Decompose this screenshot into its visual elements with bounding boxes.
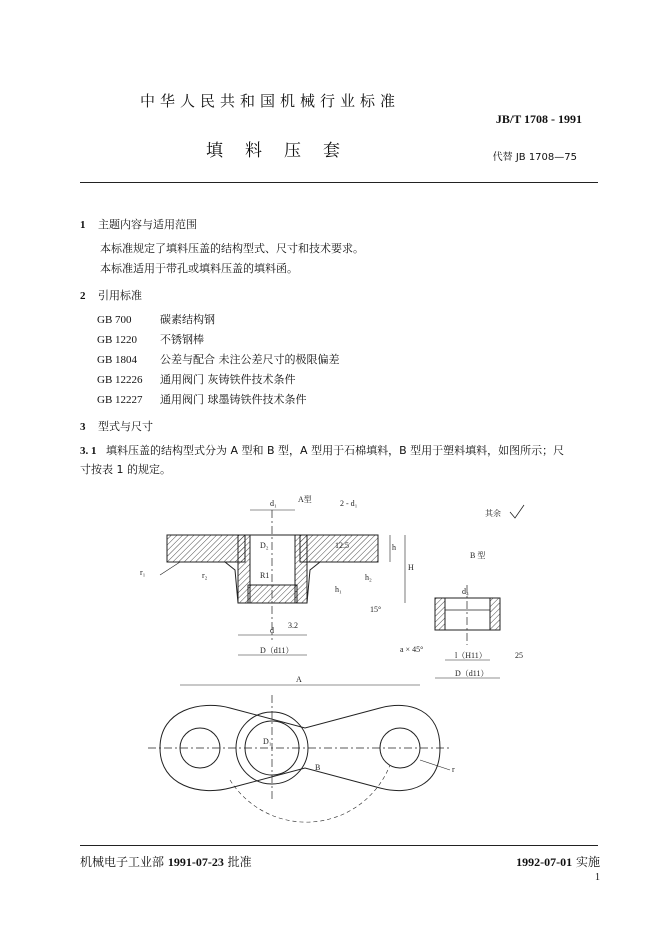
reference-code: GB 12227 <box>97 394 143 406</box>
section-2-number: 2 <box>80 290 86 302</box>
implementation-info <box>516 853 600 870</box>
label-2-d1: 2 - d₁ <box>340 499 358 508</box>
B-arc <box>230 765 390 822</box>
type-b-left-section <box>435 598 445 630</box>
reference-code: GB 1804 <box>97 354 138 366</box>
r1-leader <box>160 562 180 575</box>
page-number: 1 <box>595 872 600 883</box>
section-3-1-line-2: 寸按表 1 的规定。 <box>80 463 171 476</box>
reference-code: GB 700 <box>97 314 132 326</box>
approver: 机械电子工业部 <box>80 855 165 869</box>
reference-item <box>97 310 340 330</box>
type-a-section-view <box>160 510 405 655</box>
implementation-word: 实施 <box>575 855 600 869</box>
section-3-1-line-1 <box>80 442 564 460</box>
label-type-a: A型 <box>298 495 312 504</box>
section-3-1-number: 3. 1 <box>80 445 97 457</box>
section-3-1-text: 填料压盖的结构型式分为 A 型和 B 型，A 型用于石棉填料，B 型用于塑料填料，如图所示；尺 <box>106 444 565 457</box>
reference-item <box>97 330 340 350</box>
section-2-title: 引用标准 <box>98 289 142 302</box>
section-1-title: 主题内容与适用范围 <box>98 218 197 231</box>
standard-code: JB/T 1708 - 1991 <box>495 112 582 126</box>
replaces-note: 代替 JB 1708—75 <box>492 152 577 163</box>
label-rest: 其余 <box>485 509 501 518</box>
approve-word: 批准 <box>227 855 252 869</box>
reference-name: 公差与配合 未注公差尺寸的极限偏差 <box>160 353 340 366</box>
approve-date: 1991-07-23 <box>167 855 224 869</box>
reference-name: 通用阀门 灰铸铁件技术条件 <box>160 373 296 386</box>
label-H: H <box>408 563 414 572</box>
label-D1: D₁ <box>263 737 272 746</box>
reference-item <box>97 370 340 390</box>
reference-item <box>97 350 340 370</box>
reference-name: 不锈钢棒 <box>160 333 204 346</box>
type-b-section-view <box>435 585 500 678</box>
label-chamfer: a × 45° <box>400 645 424 654</box>
label-h2: h₂ <box>365 573 372 582</box>
gland-drawing <box>120 490 620 830</box>
section-1-number: 1 <box>80 219 86 231</box>
section-1-paragraph-2: 本标准适用于带孔或填料压盖的填料函。 <box>100 262 298 275</box>
footer-divider <box>80 845 598 846</box>
r-leader <box>420 760 450 770</box>
label-A: A <box>296 675 302 684</box>
approval-info <box>80 853 252 870</box>
label-finish-12-5: 12.5 <box>335 541 349 550</box>
section-1-heading <box>80 216 197 232</box>
label-D: D（d11） <box>260 646 294 655</box>
label-angle: 15° <box>370 605 382 614</box>
section-3-title: 型式与尺寸 <box>98 420 153 433</box>
label-l-h11: l（H11） <box>455 651 487 660</box>
reference-list <box>97 310 340 410</box>
label-D-d11-b: D（d11） <box>455 669 489 678</box>
standard-name: 中华人民共和国机械行业标准 <box>140 92 401 110</box>
label-B: B <box>315 763 321 772</box>
label-r1: r₁ <box>140 568 146 577</box>
label-R1: R1 <box>260 571 270 580</box>
type-b-right-section <box>490 598 500 630</box>
section-3-number: 3 <box>80 421 86 433</box>
label-r: r <box>452 765 455 774</box>
label-d1: d₁ <box>270 499 277 508</box>
label-d4: d₄ <box>462 587 469 596</box>
section-3-heading <box>80 418 153 434</box>
label-d: d <box>270 626 274 635</box>
label-finish-25: 25 <box>515 651 523 660</box>
reference-code: GB 1220 <box>97 334 138 346</box>
page-title: 填料压套 <box>206 141 362 161</box>
rest-finish-symbol <box>510 505 524 518</box>
label-h: h <box>392 543 396 552</box>
label-r2: r₂ <box>202 571 208 580</box>
reference-name: 通用阀门 球墨铸铁件技术条件 <box>160 393 307 406</box>
reference-code: GB 12226 <box>97 374 143 386</box>
header-divider <box>80 182 598 183</box>
reference-item <box>97 390 340 410</box>
label-D2: D₂ <box>260 541 269 550</box>
label-h1: h₁ <box>335 585 342 594</box>
bushing-section <box>248 585 297 603</box>
label-finish-3-2: 3.2 <box>288 621 298 630</box>
section-2-heading <box>80 287 142 303</box>
reference-name: 碳素结构钢 <box>160 313 215 326</box>
section-1-paragraph-1: 本标准规定了填料压盖的结构型式、尺寸和技术要求。 <box>100 242 364 255</box>
implementation-date: 1992-07-01 <box>516 855 573 869</box>
flange-left-section <box>167 535 245 562</box>
label-type-b: B 型 <box>470 551 486 560</box>
plan-view <box>148 685 450 822</box>
